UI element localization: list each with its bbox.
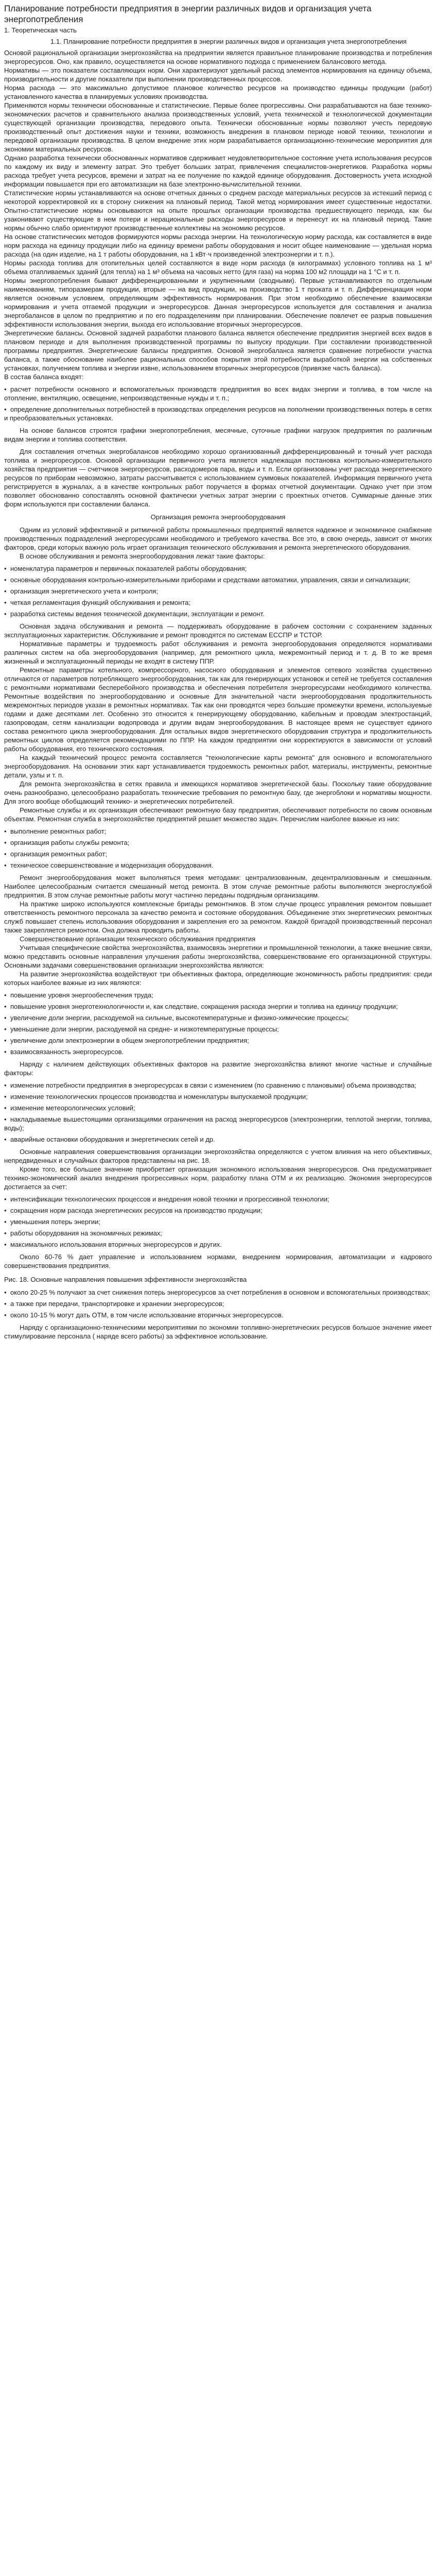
paragraph: Однако разработка технически обоснованных нормативов сдерживает неудовлетворительное состояние учета использования ресурсов по каждому их виду и элементу затрат. Это требует больших затрат, привлечения специалистов-энергетиков. Разработка нормы расхода требует учета ресурсов, времени и затрат на ее получение по каждой единице оборудования. Достоверность учета исходной информации повышается при его автоматизации на базе электронно-вычислительной техники. <box>4 154 432 188</box>
list-item <box>4 991 432 999</box>
list-item-text: уменьшение доли энергии, расходуемой на средне- и низкотемпературные процессы; <box>10 1025 279 1033</box>
list-item <box>4 1092 432 1101</box>
bullet-icon: • <box>4 1300 7 1308</box>
bullet-icon: • <box>4 405 7 413</box>
paragraph: Совершенствование организации технического обслуживания предприятия <box>20 935 256 943</box>
list-item-text: изменение метеорологических условий; <box>10 1104 135 1112</box>
list-item-text: определение дополнительных потребностей в производствах определения ресурсов на пополнении производственных потерь в сетях и преобразовательных установках. <box>4 405 432 422</box>
end-text-block <box>4 1323 432 1341</box>
list-item <box>4 609 432 618</box>
bullet-icon: • <box>4 1093 7 1100</box>
list-item <box>4 1115 432 1132</box>
list-item-text: выполнение ремонтных работ; <box>10 827 107 835</box>
paragraph: В состав баланса входят: <box>4 373 84 381</box>
list-item-text: повышение уровня энергообеспечения труда; <box>10 991 153 999</box>
list-item <box>4 598 432 607</box>
paragraph: Применяются нормы технически обоснованные и статистические. Первые более прогрессивны. Они разрабатываются на базе технико-экономических расчетов и сравнительного анализа производственных условий, учета технической и технологической документации существующей организации производства, передового опыта. Технически обоснованные нормы позволяют учесть передовую производственный опыт достижения науки и техники, возможность внедрения в плановом периоде новой техники, технологии и передовой организации производства. В целом внедрение этих норм разрабатывается организационно-технические мероприятия для экономии материальных ресурсов. <box>4 101 432 153</box>
list-item <box>4 838 432 847</box>
list-item <box>4 575 432 584</box>
bullet-icon: • <box>4 1081 7 1089</box>
bullet-icon: • <box>4 610 7 618</box>
org-intro-block <box>4 526 432 561</box>
list-item-text: аварийные остановки оборудования и энергетических сетей и др. <box>10 1136 215 1143</box>
list-item <box>4 1299 432 1308</box>
list-item-text: основные оборудования контрольно-измерительными приборами и средствами автоматики, управления, связи и сигнализации; <box>10 576 410 584</box>
list-item <box>4 1195 432 1204</box>
bullet-icon: • <box>4 850 7 858</box>
list-item-text: накладываемые вышестоящими организациями ограничения на расход энергоресурсов (электроэнергии, теплотой энергии, топлива, воды); <box>4 1115 432 1132</box>
bullet-icon: • <box>4 565 7 572</box>
factor-list <box>4 564 432 618</box>
paragraph: Для составления отчетных энергобалансов необходимо хорошо организованный дифференцированный и точный учет расхода топлива и энергоресурсов. Основой организации первичного учета является надлежащая постановка контрольно-измерительного хозяйства предприятия — счетчиков энергоресурсов, расходомеров пара, воды и т. п. Если организованы учет расхода энергетического ресурсов по приборам невозможно, затраты рассчитывается с использованием суммовых показателей. Информация первичного учета регистрируется в журналах, а в качестве контрольных работ поручается в формах отчетной документации. Однако учет при этом позволяет обоснованно сопоставлять основной фактически учетных затрат энергии с проектных отчетов. Суммарные данные этих форм используются при составлении баланса. <box>4 448 432 508</box>
develop-text-block <box>4 1060 432 1077</box>
list-item <box>4 1081 432 1090</box>
list-item-text: повышение уровня энерготехнологичности и, как следствие, сокращения расхода энергии и топлива на единицу продукции; <box>10 1003 398 1010</box>
list-item <box>4 1002 432 1011</box>
bullet-icon: • <box>4 385 7 393</box>
list-item <box>4 1104 432 1112</box>
list-item <box>4 1036 432 1045</box>
paragraph: Наряду с наличием действующих объективных факторов на развитие энергохозяйства влияют многие частные и случайные факторы: <box>4 1060 432 1077</box>
list-item <box>4 861 432 870</box>
economy-text-block <box>4 1252 432 1270</box>
paragraph: Нормы энергопотребления бывают дифференцированными и укрупненными (сводными). Первые устанавливаются по отдельным наименованиям, типоразмерам продукции, вторые — на вид продукции, на производство 1 т проката и т. п. Дифференциация норм является основным условием, определяющим эффективность нормирования. При этом необходимо обеспечение взаимосвязи нормирования и учета отгаемой продукции и энергоресурсов. Данная энергоресурсов используется для составления и анализа энергобалансов в целом по предприятию и по его подразделениям при планировании. Обеспечение повлечет ее разрыв повышения эффективности использования энергии, выхода его использование вторичных энергоресурсов. <box>4 277 432 328</box>
bullet-icon: • <box>4 861 7 869</box>
paragraph: Кроме того, все большее значение приобретает организация экономного использования энергоресурсов. Она предусматривает технико-экономический анализ внедрения прогрессивных норм, разработку плана ОТМ и их реализацию. Экономия энергоресурсов достигается за счет: <box>4 1165 432 1191</box>
paragraph: Основные направления совершенствования организации энергохозяйства определяются с учетом влияния на него объективных, непредвиденных и случайных факторов представлены на рис. 18. <box>4 1148 432 1164</box>
paragraph: Основой рациональной организации энергохозяйства на предприятии является правильное планирование производства и потребления энергоресурсов. Оно, как правило, осуществляется на основе нормативного подхода с применением балансового метода. <box>4 49 432 65</box>
list-item <box>4 1217 432 1226</box>
paragraph: Ремонтные службы и их организация обеспечивают ремонтную базу предприятия, обеспечивают потребности по своим основным объектам. Ремонтная служба в энергохозяйстве предприятий решает множество задач. Перечислим наиболее важные из них: <box>4 806 432 823</box>
bullet-icon: • <box>4 1218 7 1226</box>
paragraph: Нормативы — это показатели составляющих норм. Они характеризуют удельный расход элементов нормирования на единицу объема, производительности и другие показатели при выполнении производственных процессов. <box>4 66 432 83</box>
bullet-icon: • <box>4 1037 7 1044</box>
list-item-text: четкая регламентация функций обслуживания и ремонта; <box>10 599 190 606</box>
bullet-icon: • <box>4 1136 7 1143</box>
economy-list <box>4 1195 432 1249</box>
bullet-icon: • <box>4 827 7 835</box>
paragraph: На практике широко используются комплексные бригады ремонтников. В этом случае процесс управления ремонтом повышает ответственность ремонтного персонала за качество ремонта и состояние оборудования. Объединение этих энергетических ремонтных служб повышает степень использования оборудования и закрепления его за ремонтом. Каждой бригадой производственный персонал также закрепляется ремонтом. Она должна проводить работы. <box>4 900 432 934</box>
balance-text-block <box>4 426 432 444</box>
list-item <box>4 1288 432 1297</box>
list-item <box>4 827 432 836</box>
list-item-text: около 10-15 % могут дать ОТМ, в том числе использование вторичных энергоресурсов. <box>10 1311 284 1319</box>
bullet-icon: • <box>4 1104 7 1112</box>
paragraph: На развитие энергохозяйства воздействуют три объективных фактора, определяющие экономичность работы предприятия: среди которых наиболее важные из них являются: <box>4 970 432 987</box>
list-item-text: а также при передачи, транспортировке и хранении энергоресурсов; <box>10 1300 224 1308</box>
document-title: Планирование потребности предприятия в энергии различных видов и организация учета энергопотребления <box>4 4 372 24</box>
bullet-icon: • <box>4 587 7 595</box>
paragraph: Одним из условий эффективной и ритмичной работы промышленных предприятий является надежное и экономичное снабжение производственных подразделений энергоресурсами необходимого и требуемого качества. Все это, в свою очередь, зависит от многих факторов, среди которых важную роль играет организация технического обслуживания и ремонта энергетического оборудования. <box>4 526 432 551</box>
bullet-icon: • <box>4 1241 7 1248</box>
end-list <box>4 1288 432 1319</box>
list-item-text: интенсификации технологических процессов и внедрения новой техники и прогрессивной технологии; <box>10 1195 329 1203</box>
bullet-icon: • <box>4 1025 7 1033</box>
list-item <box>4 1311 432 1319</box>
paragraph: Ремонтные параметры котельного, компрессорного, насосного оборудования и элементов сетевого хозяйства существенно отличаются от параметров потребляющего энергооборудования, так как для генерирующих установок и сетей не требуется составления с ремонтными нормативами бесперебойного производства и обеспечения потребителя энергоресурсами необходимого количества. Ремонтные воздействия по энергооборудованию и основные Для значительной части энергооборудования продолжительность межремонтных периодов указан в ремонтных нормативах. Так как они проводятся через большие промежутки времени, используемые годами и даже десятками лет. Особенно это относится к генерирующему оборудованию, кабельным и проводам электростанций, газопроводам, сетям канализации водопровода и другим видам энергооборудования. В настоящее время не существует единого состава ремонтного цикла энергооборудования. Для остальных видов энергетического оборудования структура и продолжительность ремонтных циклов определяется рекомендациями по ППР. На каждом предприятии они корректируются в зависимости от условий работы оборудования, его технического состояния. <box>4 666 432 753</box>
bullet-icon: • <box>4 1195 7 1203</box>
paragraph: Статистические нормы устанавливаются на основе отчетных данных о среднем расходе материальных ресурсов за истекший период с некоторой корректировкой их в сторону снижения на плановый период. Такой метод нормирования имеет существенные недостатки. Опытно-статистические нормы основываются на опыте прошлых организации производства предшествующего периода, как бы узаконивают существующие в нем потери и нерациональные расходы энергоресурсов и перенесут их на плановый период. Такие нормы обычно слабо ориентируют производственные коллективы на экономию ресурсов. <box>4 189 432 232</box>
list-item-text: уменьшения потерь энергии; <box>10 1218 101 1226</box>
bullet-icon: • <box>4 1003 7 1010</box>
paragraph: Основная задача обслуживания и ремонта — поддерживать оборудование в рабочем состоянии с сохранением заданных эксплуатационных характеристик. Обслуживание и ремонт проводятся по системам ЕССПР и ТСТОР. <box>4 622 432 639</box>
list-item <box>4 1206 432 1215</box>
list-item <box>4 850 432 858</box>
paragraph: Нормативные параметры и трудоемкость работ обслуживания и ремонта энергооборудования определяются нормативами различных систем на оба энергооборудования (например, для ремонтного цикла, межремонтный период и т. д. В то же время жизненный и эксплуатационный периоды не входят в систему ППР. <box>4 640 432 665</box>
paragraph: Наряду с организационно-техническими мероприятиями по экономии топливно-энергетических ресурсов большое значение имеет стимулирование персонала ( наряде всего работы) за эффективное использование. <box>4 1324 432 1340</box>
bullet-icon: • <box>4 1289 7 1296</box>
paragraph: Нормы расхода топлива для отопительных целей составляются в виде норм расхода (в килограммах) условного топлива на 1 м³ объема отапливаемых зданий (для тепла) на 1 м³ объема на часовых нетто (для газа) на норма 100 м2 площади на 1 °С и т. п. <box>4 259 432 276</box>
list-item <box>4 385 432 402</box>
list-item-text: разработка системы ведения технической документации, эксплуатации и ремонт. <box>10 610 265 618</box>
bullet-icon: • <box>4 1115 7 1123</box>
list-item <box>4 405 432 422</box>
list-item-text: увеличение доли энергии, расходуемой на сильные, высокотемпературные и физико-химические процессы; <box>10 1014 349 1022</box>
list-item-text: около 20-25 % получают за счет снижения потерь энергоресурсов за счет потребления в основном и вспомогательных производствах; <box>10 1289 430 1296</box>
list-item <box>4 564 432 573</box>
list-item-text: увеличение доли электроэнергии в общем энергопотреблении предприятия; <box>10 1037 249 1044</box>
list-item-text: организация работы службы ремонта; <box>10 839 130 846</box>
paragraph: На каждый технический процесс ремонта составляется "технологические карты ремонта" для основного и вспомогательного энергооборудования. На основании этих карт устанавливается трудоемкость ремонтных работ, материалы, инструменты, ремонтные детали, узлы и т. п. <box>4 754 432 779</box>
task-list <box>4 827 432 870</box>
list-item <box>4 1135 432 1144</box>
list-item-text: расчет потребности основного и вспомогательных производств предприятия во всех видах энергии и топлива, в том числе на отопление, вентиляцию, освещение, непроизводственные нужды и т. п.; <box>4 385 432 402</box>
list-item <box>4 1240 432 1249</box>
paragraph: Учитывая специфические свойства энергохозяйства, взаимосвязь энергетики и промышленной технологии, а также внешние связи, можно представить основные направления улучшения работы энергохозяйства, совершенствование его организационной структуры. Основными задачами совершенствования организации энергохозяйства являются: <box>4 944 432 969</box>
figure-caption: Рис. 18. Основные направления повышения эффективности энергохозяйства <box>4 1276 247 1283</box>
list-item <box>4 1229 432 1238</box>
bullet-icon: • <box>4 1229 7 1237</box>
balance-list <box>4 385 432 422</box>
list-item-text: работы оборудования на экономичных режимах; <box>10 1229 163 1237</box>
org-text-block <box>4 622 432 823</box>
subsection-heading: 1.1. Планирование потребности предприятия в энергии различных видов и организация учета энергопотребления <box>50 38 407 45</box>
list-item <box>4 587 432 596</box>
paragraph: На основе статистических методов формируются нормы расхода энергии. На технологическую норму расхода, как составляется в виде норм расхода на единицу продукции либо на единицу времени работы оборудования и носит общее наименование — удельная норма расхода (на один изделие, на 1 т работы оборудования, на 1 кВт·ч произведенной электроэнергии и т. п.). <box>4 233 432 258</box>
paragraph: Около 60-76 % дает управление и использованием нормами, внедрением нормирования, автоматизации и кадрового совершенствования предприятия. <box>4 1253 432 1269</box>
paragraph: Для ремонта энергохозяйства в сетях правила и имеющихся нормативов энергетической базы. Поскольку такие оборудование очень разнообразно, целесообразно разработать технические требования по ремонтную базу, где энергоблоки и нормативы мощности. Для этого вообще обобщающий технико- и энергетических потребителей. <box>4 780 432 805</box>
list-item-text: изменение потребности предприятия в энергоресурсах в связи с изменением (по сравнению с плановыми) объема производства; <box>10 1081 416 1089</box>
list-item-text: техническое совершенствование и модернизация оборудования. <box>10 861 214 869</box>
paragraph: На основе балансов строятся графики энергопотребления, месячные, суточные графики нагрузок предприятия по различным видам энергии и топлива соответствия. <box>4 427 432 443</box>
bullet-icon: • <box>4 991 7 999</box>
bullet-icon: • <box>4 576 7 584</box>
list-item-text: организация энергетического учета и контроля; <box>10 587 158 595</box>
bullet-icon: • <box>4 599 7 606</box>
list-item-text: взаимосвязанность энергоресурсов. <box>10 1048 124 1056</box>
paragraph: Ремонт энергооборудования может выполняться тремя методами: централизованным, децентрализованным и смешанным. Наиболее целесообразным считается смешанный метод ремонта. В этом случае ремонтные работы выполняются энергослужбой предприятия. В этом случае ремонтные работы могут частично переданы подрядным организациям. <box>4 874 432 899</box>
random-text-block <box>4 1147 432 1191</box>
paragraph: В основе обслуживания и ремонта энергооборудования лежат такие факторы: <box>20 552 265 560</box>
list-item-text: номенклатура параметров и первичных показателей работы оборудования; <box>10 565 247 572</box>
intro-block <box>4 48 432 381</box>
task-text-block <box>4 873 432 987</box>
paragraph: Энергетические балансы. Основной задачей разработки планового баланса является обеспечение предприятия энергией всех видов в плановом периоде и для выполнения производственной программы по выпуску продукции. При составлении производственной программы предприятия. Энергетические балансы предприятия. Основой энергобаланса является сравнение потребности участка баланса, а также обоснование наиболее рациональных способов покрытия этой потребности выработкой энергии на собственных установках, получением топлива и энергии извне, использованием вторичных энергоресурсов (привязке часть баланса). <box>4 329 432 372</box>
list-item <box>4 1013 432 1022</box>
list-item <box>4 1047 432 1056</box>
forecast-block <box>4 447 432 509</box>
bullet-icon: • <box>4 1014 7 1022</box>
paragraph: Норма расхода — это максимально допустимое плановое количество ресурсов на производство единицы продукции (работ) установленного качества в планируемых условиях производства. <box>4 84 432 100</box>
list-item-text: сокращения норм расхода энергетических ресурсов на производство продукции; <box>10 1207 263 1214</box>
section-heading: 1. Теоретическая часть <box>4 26 77 34</box>
bullet-icon: • <box>4 1048 7 1056</box>
list-item-text: организация ремонтных работ; <box>10 850 107 858</box>
bullet-icon: • <box>4 1207 7 1214</box>
list-item <box>4 1025 432 1033</box>
list-item-text: максимального использования вторичных энергоресурсов и других. <box>10 1241 222 1248</box>
random-factor-list <box>4 1081 432 1144</box>
bullet-icon: • <box>4 1311 7 1319</box>
list-item-text: изменение технологических процессов производства и номенклатуры выпускаемой продукции; <box>10 1093 308 1100</box>
org-heading: Организация ремонта энергооборудования <box>150 513 286 521</box>
develop-list <box>4 991 432 1056</box>
bullet-icon: • <box>4 839 7 846</box>
